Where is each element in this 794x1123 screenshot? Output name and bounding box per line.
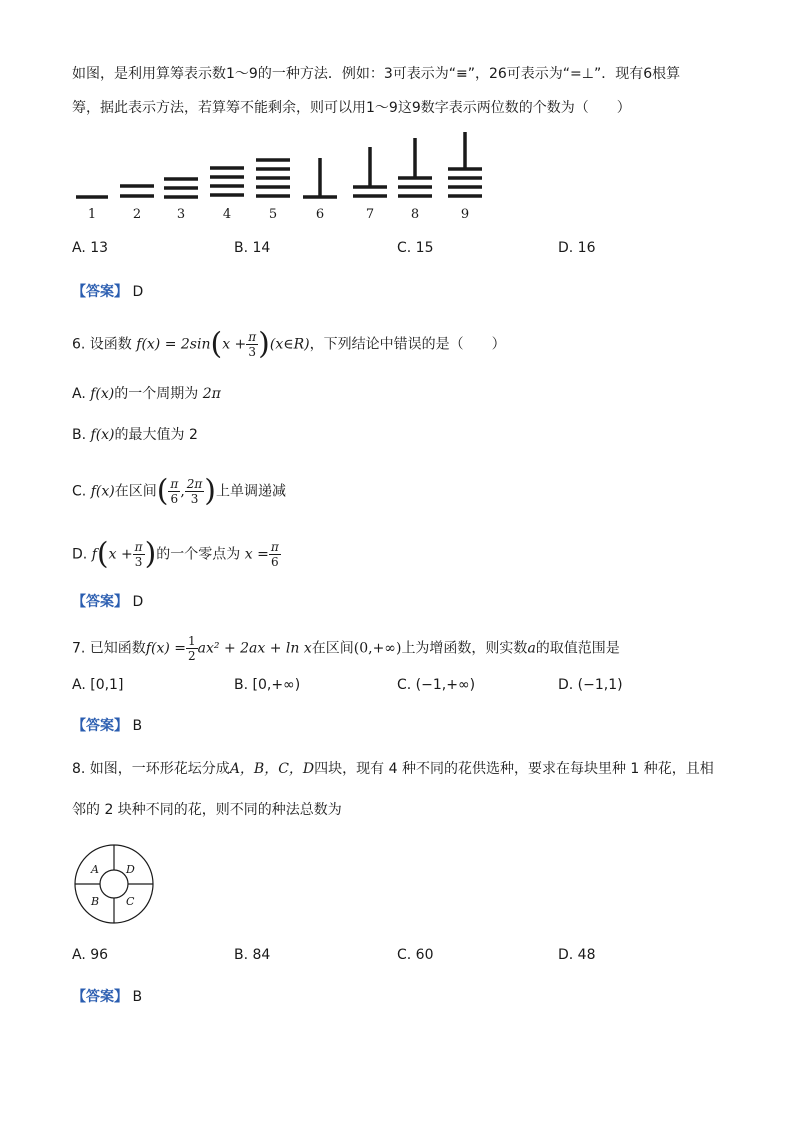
- q8-stem-line1: 8. 如图，一环形花坛分成A，B，C，D四块，现有 4 种不同的花供选种，要求在每块里种 1 种花，且相: [72, 761, 714, 777]
- q6-option-c: C. f(x)在区间( $\frac{\pi}{6}$ , $\frac{2\pi}{3}$ )上单调递减: [72, 473, 287, 509]
- q6-option-b: B. f(x)的最大值为 2: [72, 427, 198, 443]
- q7-answer: [72, 716, 142, 736]
- q5-option-c: C. 15: [397, 240, 434, 256]
- q6-fraction: $\frac{\pi}{3}$: [248, 330, 257, 359]
- q6-stem: 6. 设函数 f(x) = 2sin(x + $\frac{\pi}{3}$ )(x∈R)，下列结论中错误的是（ ）: [72, 326, 506, 362]
- q7-stem: 7. 已知函数f(x) = $\frac{1}{2}$ ax² + 2ax + ln x在区间(0,+∞)上为增函数，则实数a的取值范围是: [72, 634, 620, 663]
- q7-option-d: D. (−1,1): [558, 677, 623, 693]
- q5-option-a: A. 13: [72, 240, 109, 256]
- region-a: A: [91, 863, 99, 876]
- answer-value: B: [132, 718, 143, 734]
- region-d: D: [126, 863, 135, 876]
- rod-label-5: 5: [268, 207, 278, 220]
- rod-label-2: 2: [132, 207, 142, 220]
- q5-option-d: D. 16: [558, 240, 596, 256]
- q6-option-a: A. f(x)的一个周期为 2π: [72, 386, 221, 402]
- rod-label-6: 6: [315, 207, 325, 220]
- q6-prefix: 6. 设函数: [72, 336, 132, 353]
- answer-value: B: [132, 989, 143, 1005]
- q7-option-a: A. [0,1]: [72, 677, 124, 693]
- answer-value: D: [132, 284, 144, 300]
- rod-label-7: 7: [365, 207, 375, 220]
- q6-x-plus: x +: [222, 336, 247, 353]
- answer-tag: 【答案】: [72, 989, 128, 1005]
- q6-function: f(x) = 2sin: [136, 336, 211, 353]
- q6-option-d: D. f(x + $\frac{\pi}{3}$ )的一个零点为 x = $\frac{\pi}{6}$: [72, 536, 279, 572]
- answer-tag: 【答案】: [72, 718, 128, 734]
- answer-tag: 【答案】: [72, 284, 128, 300]
- q8-option-b: B. 84: [234, 947, 271, 963]
- rod-label-9: 9: [460, 207, 470, 220]
- rod-label-4: 4: [222, 207, 232, 220]
- region-b: B: [91, 895, 100, 908]
- answer-tag: 【答案】: [72, 594, 128, 610]
- q5-stem-line2: 筹，据此表示方法，若算筹不能剩余，则可以用1～9这9数字表示两位数的个数为（ ）: [72, 100, 631, 116]
- answer-value: D: [132, 594, 144, 610]
- region-c: C: [126, 895, 135, 908]
- q6-domain: (x∈R): [269, 336, 310, 353]
- q5-stem-line1: 如图，是利用算筹表示数1～9的一种方法．例如：3可表示为“≡”，26可表示为“=⊥”．现有6根算: [72, 66, 681, 82]
- q8-answer: [72, 987, 142, 1007]
- q8-option-c: C. 60: [397, 947, 434, 963]
- q6-answer: [72, 592, 143, 612]
- rod-label-1: 1: [87, 207, 97, 220]
- flower-bed-diagram: [72, 842, 156, 926]
- q8-option-a: A. 96: [72, 947, 109, 963]
- rod-label-3: 3: [176, 207, 186, 220]
- q5-option-b: B. 14: [234, 240, 271, 256]
- q5-answer: [72, 282, 143, 302]
- rod-label-8: 8: [410, 207, 420, 220]
- q7-option-c: C. (−1,+∞): [397, 677, 476, 693]
- q8-stem-line2: 邻的 2 块种不同的花，则不同的种法总数为: [72, 802, 342, 818]
- q6-suffix: ，下列结论中错误的是（ ）: [309, 336, 506, 353]
- q8-option-d: D. 48: [558, 947, 596, 963]
- q7-option-b: B. [0,+∞): [234, 677, 301, 693]
- counting-rods-figure: [70, 130, 510, 220]
